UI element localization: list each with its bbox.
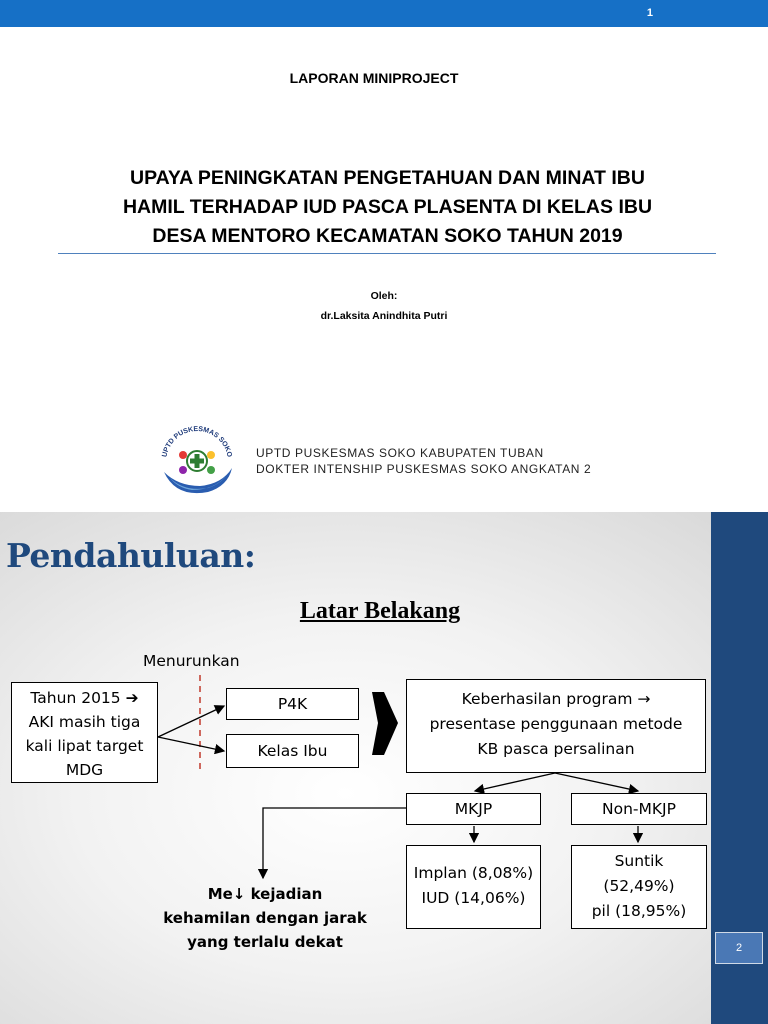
report-title-line: HAMIL TERHADAP IUD PASCA PLASENTA DI KELAS IBU — [122, 196, 653, 218]
arrow-to-non-mkjp — [555, 773, 638, 791]
program-success-line: KB pasca persalinan — [477, 740, 635, 758]
result-line: Me↓ kejadian — [207, 885, 323, 903]
non-mkjp-box: Non-MKJP — [571, 793, 707, 825]
slide-heading: Pendahuluan: — [6, 536, 256, 575]
report-title-line: UPAYA PENINGKATAN PENGETAHUAN DAN MINAT IBU — [130, 167, 645, 189]
puskesmas-logo — [156, 418, 238, 500]
p4k-box: P4K — [226, 688, 359, 720]
program-success-line: Keberhasilan program → — [461, 690, 651, 708]
program-success-box — [406, 679, 706, 773]
organization-line: DOKTER INTENSHIP PUSKESMAS SOKO ANGKATAN 2 — [256, 462, 592, 476]
mkjp-methods-box — [406, 845, 541, 929]
author-name: dr.Laksita Anindhita Putri — [320, 310, 448, 322]
logo-text: UPTD PUSKESMAS SOKO — [161, 425, 233, 458]
mkjp-method: Implan (8,08%) — [413, 864, 534, 882]
program-success-line: presentase penggunaan metode — [429, 715, 683, 733]
report-title-line: DESA MENTORO KECAMATAN SOKO TAHUN 2019 — [152, 225, 623, 247]
slide-1-top-bar — [0, 0, 768, 27]
result-line: yang terlalu dekat — [187, 933, 343, 951]
mkjp-method: IUD (14,06%) — [421, 889, 526, 907]
slide-subheading: Latar Belakang — [299, 598, 461, 624]
block-arrow-icon — [372, 692, 398, 755]
result-line: kehamilan dengan jarak — [163, 909, 367, 927]
non-mkjp-method: (52,49%) — [603, 877, 675, 895]
slide-2-page-number: 2 — [715, 932, 763, 964]
aki-line: AKI masih tiga — [28, 713, 141, 731]
aki-line: MDG — [65, 761, 104, 779]
non-mkjp-method: Suntik — [614, 852, 664, 870]
aki-box — [11, 682, 158, 783]
organization-info — [256, 445, 591, 477]
report-label: LAPORAN MINIPROJECT — [289, 70, 459, 86]
non-mkjp-method: pil (18,95%) — [591, 902, 687, 920]
title-divider — [58, 253, 716, 254]
by-label: Oleh: — [370, 290, 398, 302]
non-mkjp-methods-box — [571, 845, 707, 929]
report-title — [60, 164, 715, 251]
arrow-to-kelas-ibu — [158, 737, 224, 751]
slide-2 — [0, 512, 768, 1024]
slide-1-page-number: 1 — [646, 7, 653, 19]
kelas-ibu-box: Kelas Ibu — [226, 734, 359, 768]
arrow-to-p4k — [158, 706, 224, 737]
organization-line: UPTD PUSKESMAS SOKO KABUPATEN TUBAN — [256, 446, 544, 460]
mkjp-box: MKJP — [406, 793, 541, 825]
decrease-label: Menurunkan — [143, 652, 240, 670]
arrow-to-result — [263, 808, 406, 878]
aki-line: Tahun 2015 ➔ — [30, 689, 139, 707]
aki-line: kali lipat target — [25, 737, 144, 755]
result-text — [150, 882, 380, 954]
arrow-to-mkjp — [475, 773, 555, 791]
